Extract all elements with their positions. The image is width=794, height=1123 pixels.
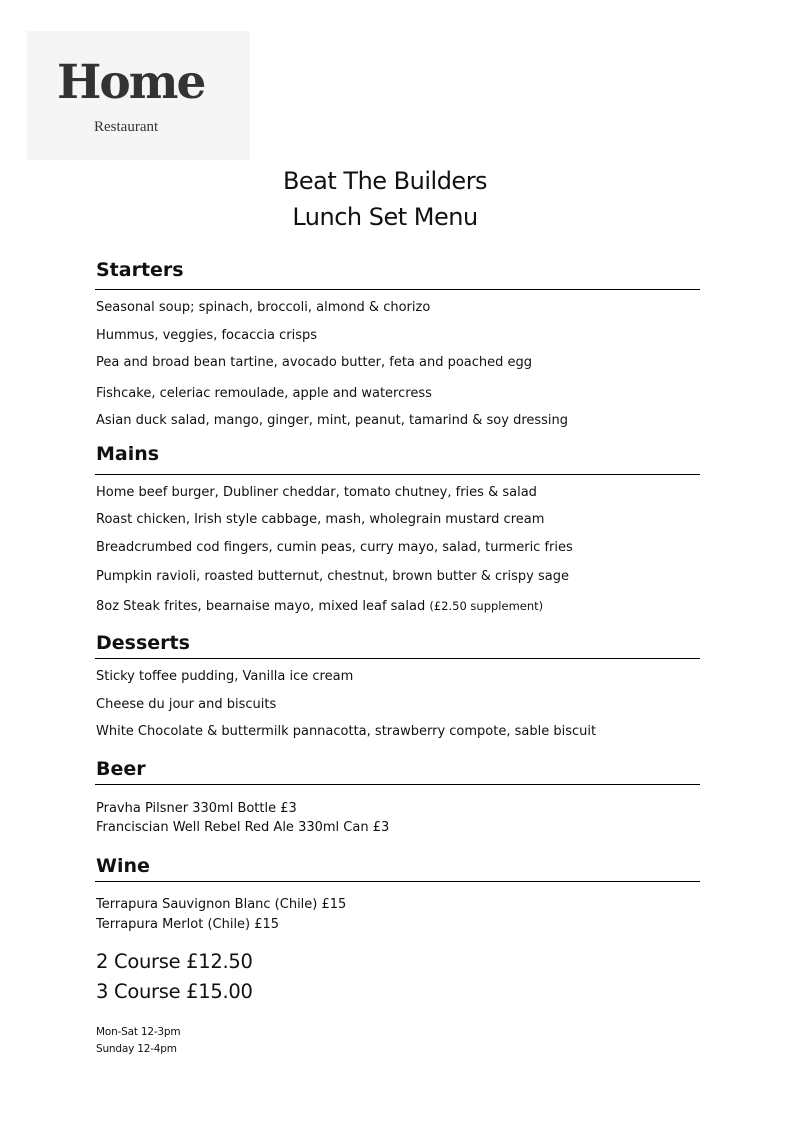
beer-heading: Beer — [96, 758, 146, 780]
main-item: Roast chicken, Irish style cabbage, mash, wholegrain mustard cream — [96, 512, 545, 527]
two-course-price: 2 Course £12.50 — [96, 950, 253, 973]
desserts-heading: Desserts — [96, 632, 190, 654]
title-line-1: Beat The Builders — [282, 167, 488, 195]
starter-item: Seasonal soup; spinach, broccoli, almond & chorizo — [96, 300, 431, 315]
beer-divider — [95, 784, 700, 785]
restaurant-logo — [27, 31, 250, 160]
starter-item: Asian duck salad, mango, ginger, mint, peanut, tamarind & soy dressing — [96, 413, 569, 428]
beer-item: Franciscian Well Rebel Red Ale 330ml Can £3 — [96, 820, 390, 835]
main-item: Home beef burger, Dubliner cheddar, tomato chutney, fries & salad — [96, 485, 537, 500]
main-item-text: 8oz Steak frites, bearnaise mayo, mixed leaf salad — [96, 599, 430, 614]
logo-wordmark: Home — [57, 55, 205, 110]
opening-hours-sunday: Sunday 12-4pm — [96, 1043, 177, 1055]
mains-heading: Mains — [96, 443, 160, 465]
dessert-item: Sticky toffee pudding, Vanilla ice cream — [96, 669, 354, 684]
logo-subtitle: Restaurant — [94, 119, 159, 135]
main-item: Breadcrumbed cod fingers, cumin peas, curry mayo, salad, turmeric fries — [96, 540, 573, 555]
starters-divider — [95, 289, 700, 290]
main-item: Pumpkin ravioli, roasted butternut, chestnut, brown butter & crispy sage — [96, 569, 569, 584]
starter-item: Fishcake, celeriac remoulade, apple and watercress — [96, 386, 432, 401]
wine-item: Terrapura Merlot (Chile) £15 — [96, 917, 280, 932]
menu-title — [0, 163, 770, 235]
title-line-2: Lunch Set Menu — [292, 203, 478, 231]
dessert-item: Cheese du jour and biscuits — [96, 697, 277, 712]
starters-heading: Starters — [96, 259, 184, 281]
supplement-note: (£2.50 supplement) — [429, 599, 544, 613]
main-item-steak — [96, 598, 706, 615]
dessert-item: White Chocolate & buttermilk pannacotta, strawberry compote, sable biscuit — [96, 724, 597, 739]
wine-heading: Wine — [96, 855, 150, 877]
three-course-price: 3 Course £15.00 — [96, 980, 253, 1003]
opening-hours-weekday: Mon-Sat 12-3pm — [96, 1026, 181, 1038]
wine-divider — [95, 881, 700, 882]
beer-item: Pravha Pilsner 330ml Bottle £3 — [96, 801, 297, 816]
wine-item: Terrapura Sauvignon Blanc (Chile) £15 — [96, 897, 347, 912]
starter-item: Pea and broad bean tartine, avocado butter, feta and poached egg — [96, 355, 533, 370]
starter-item: Hummus, veggies, focaccia crisps — [96, 328, 318, 343]
desserts-divider — [95, 658, 700, 659]
mains-divider — [95, 474, 700, 475]
